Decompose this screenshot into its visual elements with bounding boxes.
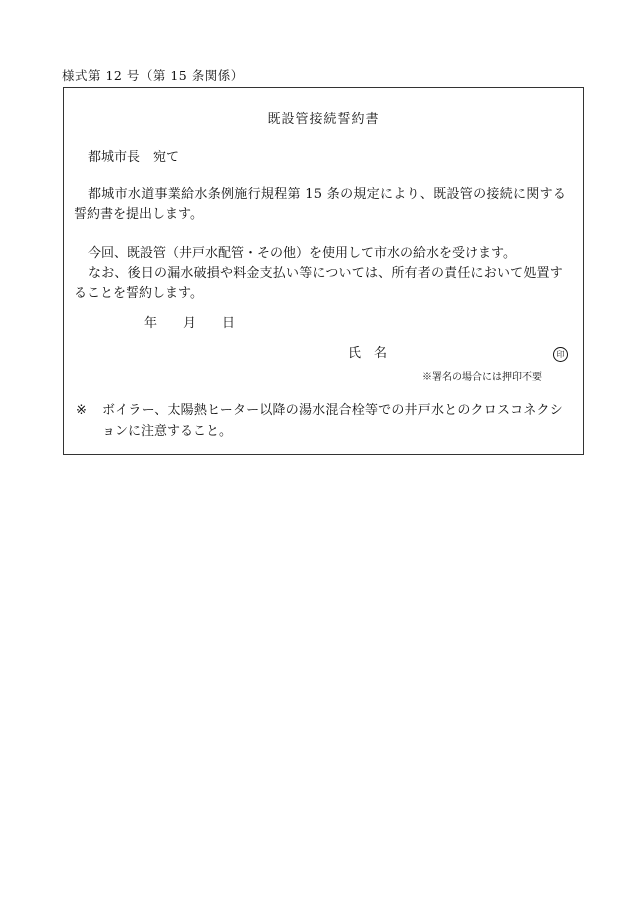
form-number: 様式第 12 号（第 15 条関係） <box>62 68 244 83</box>
document-frame <box>63 87 584 455</box>
paragraph-3-line-2: ることを誓約します。 <box>74 286 203 301</box>
note-line-2: ョンに注意すること。 <box>102 424 233 439</box>
name-label: 氏 名 <box>348 346 388 361</box>
note-text-1: ボイラー、太陽熱ヒーター以降の湯水混合栓等での井戸水とのクロスコネクシ <box>102 403 563 418</box>
date-day: 日 <box>222 316 236 331</box>
paragraph-3-line-1: なお、後日の漏水破損や料金支払い等については、所有者の責任において処置す <box>88 266 563 281</box>
date-month: 月 <box>183 316 197 331</box>
paragraph-2: 今回、既設管（井戸水配管・その他）を使用して市水の給水を受けます。 <box>88 246 516 261</box>
seal-mark: 印 <box>553 347 568 362</box>
date-row <box>144 314 235 334</box>
paragraph-1-line-1: 都城市水道事業給水条例施行規程第 15 条の規定により、既設管の接続に関する <box>88 187 567 202</box>
seal-note: ※署名の場合には押印不要 <box>422 372 542 383</box>
note-mark: ※ <box>76 403 88 418</box>
paragraph-1-line-2: 誓約書を提出します。 <box>74 207 203 222</box>
document-title: 既設管接続誓約書 <box>267 112 380 127</box>
addressee: 都城市長 宛て <box>88 150 180 165</box>
date-year: 年 <box>144 316 158 331</box>
note-line-1 <box>76 401 563 421</box>
